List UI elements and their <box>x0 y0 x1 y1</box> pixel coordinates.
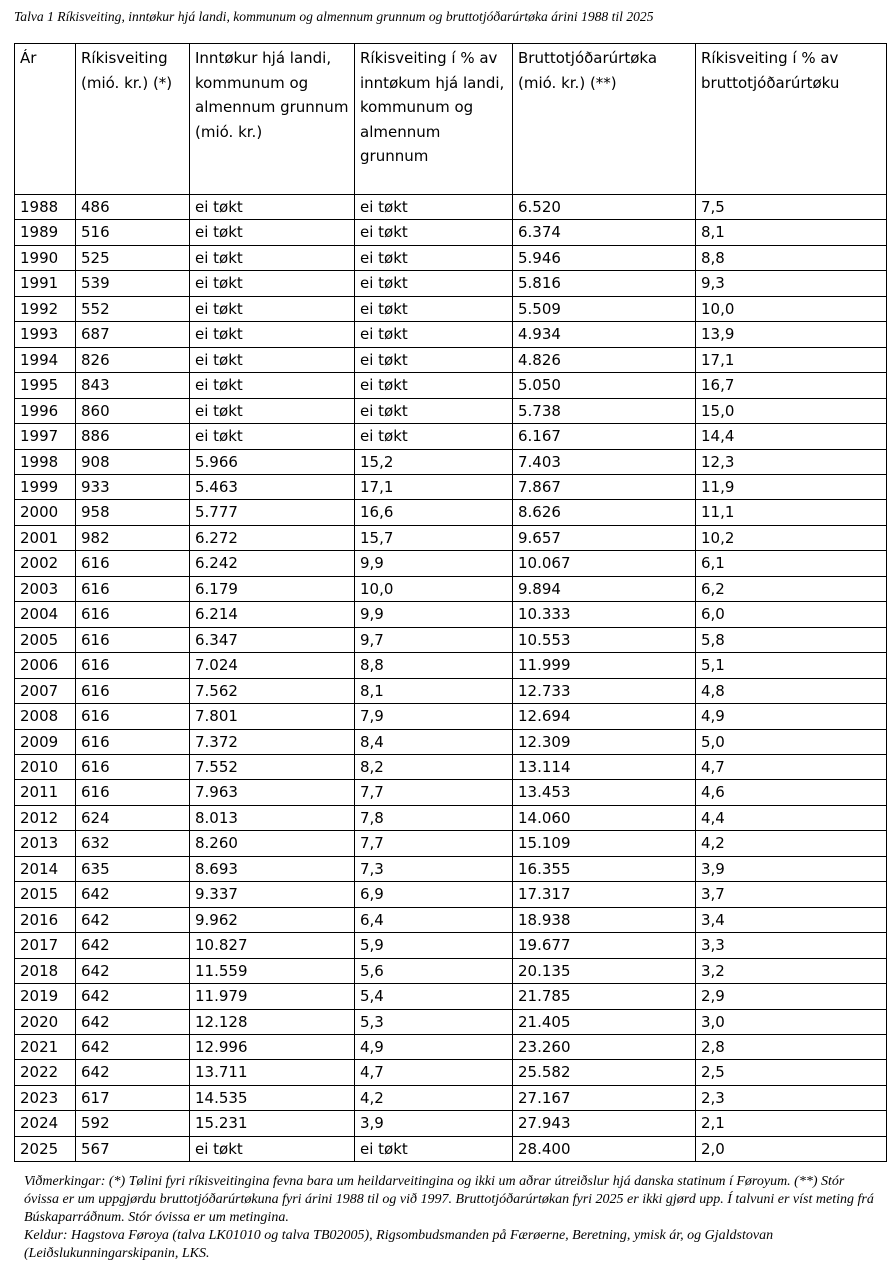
cell-grant-pct-revenue: 4,7 <box>355 1060 513 1085</box>
cell-public-revenue: 12.128 <box>190 1009 355 1034</box>
cell-public-revenue: 5.463 <box>190 474 355 499</box>
table-row <box>15 296 887 321</box>
cell-gdp: 23.260 <box>513 1034 696 1059</box>
cell-state-grant: 642 <box>76 907 190 932</box>
cell-gdp: 20.135 <box>513 958 696 983</box>
table-row <box>15 653 887 678</box>
cell-public-revenue: 8.260 <box>190 831 355 856</box>
cell-gdp: 27.943 <box>513 1111 696 1136</box>
cell-public-revenue: 13.711 <box>190 1060 355 1085</box>
table-row <box>15 500 887 525</box>
cell-year: 2013 <box>15 831 76 856</box>
table-row <box>15 754 887 779</box>
cell-grant-pct-gdp: 3,2 <box>696 958 887 983</box>
table-row <box>15 805 887 830</box>
cell-year: 2006 <box>15 653 76 678</box>
cell-gdp: 4.826 <box>513 347 696 372</box>
header-gdp: Bruttotjóðarúrtøka (mió. kr.) (**) <box>513 44 696 195</box>
cell-year: 2009 <box>15 729 76 754</box>
table-row <box>15 729 887 754</box>
cell-year: 2002 <box>15 551 76 576</box>
cell-public-revenue: ei tøkt <box>190 322 355 347</box>
cell-state-grant: 592 <box>76 1111 190 1136</box>
cell-state-grant: 642 <box>76 1034 190 1059</box>
cell-gdp: 14.060 <box>513 805 696 830</box>
cell-year: 1988 <box>15 195 76 220</box>
cell-public-revenue: 8.693 <box>190 856 355 881</box>
data-table <box>14 43 887 1162</box>
cell-state-grant: 982 <box>76 525 190 550</box>
table-row <box>15 984 887 1009</box>
cell-state-grant: 843 <box>76 373 190 398</box>
cell-state-grant: 525 <box>76 245 190 270</box>
cell-state-grant: 687 <box>76 322 190 347</box>
cell-grant-pct-revenue: ei tøkt <box>355 195 513 220</box>
cell-public-revenue: ei tøkt <box>190 398 355 423</box>
cell-gdp: 12.309 <box>513 729 696 754</box>
cell-state-grant: 486 <box>76 195 190 220</box>
table-header-row <box>15 44 887 195</box>
cell-gdp: 11.999 <box>513 653 696 678</box>
table-row <box>15 525 887 550</box>
cell-grant-pct-gdp: 3,3 <box>696 933 887 958</box>
cell-year: 2011 <box>15 780 76 805</box>
cell-public-revenue: 14.535 <box>190 1085 355 1110</box>
cell-grant-pct-revenue: 17,1 <box>355 474 513 499</box>
header-state-grant: Ríkisveiting (mió. kr.) (*) <box>76 44 190 195</box>
cell-gdp: 5.050 <box>513 373 696 398</box>
table-row <box>15 373 887 398</box>
cell-state-grant: 616 <box>76 704 190 729</box>
cell-public-revenue: 12.996 <box>190 1034 355 1059</box>
cell-state-grant: 933 <box>76 474 190 499</box>
table-row <box>15 195 887 220</box>
cell-year: 1997 <box>15 424 76 449</box>
cell-public-revenue: ei tøkt <box>190 220 355 245</box>
cell-year: 2017 <box>15 933 76 958</box>
table-row <box>15 1111 887 1136</box>
cell-public-revenue: 9.962 <box>190 907 355 932</box>
cell-public-revenue: 6.214 <box>190 602 355 627</box>
cell-state-grant: 616 <box>76 678 190 703</box>
table-body <box>15 195 887 1162</box>
table-row <box>15 424 887 449</box>
table-row <box>15 882 887 907</box>
cell-grant-pct-revenue: 10,0 <box>355 576 513 601</box>
cell-year: 2015 <box>15 882 76 907</box>
cell-gdp: 7.867 <box>513 474 696 499</box>
cell-public-revenue: 8.013 <box>190 805 355 830</box>
cell-grant-pct-gdp: 2,1 <box>696 1111 887 1136</box>
cell-year: 2003 <box>15 576 76 601</box>
cell-grant-pct-gdp: 3,9 <box>696 856 887 881</box>
cell-year: 1992 <box>15 296 76 321</box>
cell-gdp: 12.694 <box>513 704 696 729</box>
cell-public-revenue: ei tøkt <box>190 424 355 449</box>
cell-public-revenue: 10.827 <box>190 933 355 958</box>
table-caption: Talva 1 Ríkisveiting, inntøkur hjá landi, kommunum og almennum grunnum og bruttotjóðarúrtøka árini 1988 til 2025 <box>14 9 654 24</box>
cell-gdp: 19.677 <box>513 933 696 958</box>
cell-state-grant: 642 <box>76 933 190 958</box>
table-row <box>15 347 887 372</box>
cell-grant-pct-gdp: 8,1 <box>696 220 887 245</box>
cell-grant-pct-gdp: 17,1 <box>696 347 887 372</box>
cell-public-revenue: 6.242 <box>190 551 355 576</box>
cell-year: 1996 <box>15 398 76 423</box>
cell-grant-pct-revenue: 8,1 <box>355 678 513 703</box>
cell-gdp: 4.934 <box>513 322 696 347</box>
cell-year: 2005 <box>15 627 76 652</box>
cell-state-grant: 886 <box>76 424 190 449</box>
cell-state-grant: 552 <box>76 296 190 321</box>
cell-gdp: 5.816 <box>513 271 696 296</box>
table-row <box>15 856 887 881</box>
cell-gdp: 9.657 <box>513 525 696 550</box>
cell-grant-pct-gdp: 5,8 <box>696 627 887 652</box>
cell-state-grant: 908 <box>76 449 190 474</box>
cell-grant-pct-revenue: ei tøkt <box>355 347 513 372</box>
cell-grant-pct-gdp: 4,7 <box>696 754 887 779</box>
cell-public-revenue: 7.552 <box>190 754 355 779</box>
cell-public-revenue: ei tøkt <box>190 195 355 220</box>
cell-year: 1998 <box>15 449 76 474</box>
cell-grant-pct-gdp: 4,8 <box>696 678 887 703</box>
cell-state-grant: 616 <box>76 576 190 601</box>
cell-public-revenue: 7.372 <box>190 729 355 754</box>
table-row <box>15 474 887 499</box>
cell-public-revenue: 6.347 <box>190 627 355 652</box>
cell-year: 2000 <box>15 500 76 525</box>
cell-grant-pct-gdp: 11,9 <box>696 474 887 499</box>
cell-year: 2014 <box>15 856 76 881</box>
cell-public-revenue: ei tøkt <box>190 1136 355 1161</box>
cell-grant-pct-gdp: 10,0 <box>696 296 887 321</box>
cell-year: 1999 <box>15 474 76 499</box>
cell-public-revenue: 7.562 <box>190 678 355 703</box>
table-row <box>15 551 887 576</box>
cell-state-grant: 642 <box>76 1009 190 1034</box>
cell-year: 1990 <box>15 245 76 270</box>
cell-year: 2022 <box>15 1060 76 1085</box>
cell-public-revenue: ei tøkt <box>190 296 355 321</box>
cell-state-grant: 616 <box>76 780 190 805</box>
cell-gdp: 25.582 <box>513 1060 696 1085</box>
cell-grant-pct-gdp: 2,8 <box>696 1034 887 1059</box>
cell-public-revenue: 6.179 <box>190 576 355 601</box>
table-row <box>15 1060 887 1085</box>
cell-grant-pct-gdp: 2,9 <box>696 984 887 1009</box>
cell-gdp: 6.374 <box>513 220 696 245</box>
cell-grant-pct-gdp: 8,8 <box>696 245 887 270</box>
cell-grant-pct-revenue: 16,6 <box>355 500 513 525</box>
cell-grant-pct-revenue: ei tøkt <box>355 271 513 296</box>
cell-grant-pct-gdp: 13,9 <box>696 322 887 347</box>
cell-public-revenue: ei tøkt <box>190 373 355 398</box>
table-row <box>15 627 887 652</box>
cell-year: 2012 <box>15 805 76 830</box>
cell-gdp: 13.114 <box>513 754 696 779</box>
cell-gdp: 21.405 <box>513 1009 696 1034</box>
cell-state-grant: 642 <box>76 958 190 983</box>
cell-grant-pct-revenue: 7,3 <box>355 856 513 881</box>
cell-state-grant: 539 <box>76 271 190 296</box>
notes-source: Keldur: Hagstova Føroya (talva LK01010 og talva TB02005), Rigsombudsmanden på Færøerne, Beretning, ymisk ár, og Gjaldstovan (Leiðslukunningarskipanin, LKS. <box>24 1228 774 1261</box>
table-row <box>15 704 887 729</box>
cell-year: 2010 <box>15 754 76 779</box>
table-row <box>15 1136 887 1161</box>
table-notes <box>24 1173 874 1263</box>
cell-year: 2020 <box>15 1009 76 1034</box>
header-grant-pct-gdp: Ríkisveiting í % av bruttotjóðarúrtøku <box>696 44 887 195</box>
cell-grant-pct-gdp: 12,3 <box>696 449 887 474</box>
cell-gdp: 18.938 <box>513 907 696 932</box>
cell-state-grant: 826 <box>76 347 190 372</box>
cell-public-revenue: 7.801 <box>190 704 355 729</box>
cell-grant-pct-revenue: 5,6 <box>355 958 513 983</box>
cell-year: 2001 <box>15 525 76 550</box>
cell-public-revenue: 7.963 <box>190 780 355 805</box>
cell-grant-pct-gdp: 6,2 <box>696 576 887 601</box>
cell-gdp: 10.333 <box>513 602 696 627</box>
table-row <box>15 831 887 856</box>
cell-grant-pct-revenue: ei tøkt <box>355 245 513 270</box>
table-row <box>15 602 887 627</box>
cell-gdp: 27.167 <box>513 1085 696 1110</box>
cell-grant-pct-gdp: 5,1 <box>696 653 887 678</box>
cell-grant-pct-gdp: 5,0 <box>696 729 887 754</box>
cell-gdp: 21.785 <box>513 984 696 1009</box>
cell-state-grant: 642 <box>76 882 190 907</box>
cell-public-revenue: 7.024 <box>190 653 355 678</box>
cell-year: 2024 <box>15 1111 76 1136</box>
cell-grant-pct-revenue: 5,9 <box>355 933 513 958</box>
cell-grant-pct-gdp: 3,4 <box>696 907 887 932</box>
cell-state-grant: 516 <box>76 220 190 245</box>
cell-grant-pct-revenue: 7,9 <box>355 704 513 729</box>
cell-year: 2023 <box>15 1085 76 1110</box>
cell-grant-pct-gdp: 16,7 <box>696 373 887 398</box>
cell-grant-pct-revenue: 6,4 <box>355 907 513 932</box>
table-row <box>15 958 887 983</box>
cell-gdp: 15.109 <box>513 831 696 856</box>
cell-gdp: 28.400 <box>513 1136 696 1161</box>
cell-gdp: 5.946 <box>513 245 696 270</box>
cell-grant-pct-gdp: 15,0 <box>696 398 887 423</box>
cell-state-grant: 632 <box>76 831 190 856</box>
cell-state-grant: 616 <box>76 551 190 576</box>
cell-gdp: 6.520 <box>513 195 696 220</box>
table-row <box>15 780 887 805</box>
cell-grant-pct-gdp: 2,3 <box>696 1085 887 1110</box>
cell-grant-pct-revenue: 7,7 <box>355 831 513 856</box>
cell-grant-pct-revenue: ei tøkt <box>355 296 513 321</box>
cell-grant-pct-revenue: 5,4 <box>355 984 513 1009</box>
cell-grant-pct-gdp: 6,1 <box>696 551 887 576</box>
cell-gdp: 9.894 <box>513 576 696 601</box>
cell-grant-pct-revenue: 9,7 <box>355 627 513 652</box>
cell-grant-pct-revenue: ei tøkt <box>355 424 513 449</box>
cell-state-grant: 642 <box>76 984 190 1009</box>
cell-state-grant: 642 <box>76 1060 190 1085</box>
cell-gdp: 17.317 <box>513 882 696 907</box>
cell-grant-pct-gdp: 3,7 <box>696 882 887 907</box>
cell-grant-pct-gdp: 4,4 <box>696 805 887 830</box>
notes-remarks: Viðmerkingar: (*) Tølini fyri ríkisveitingina fevna bara um heildarveitingina og ikki um aðrar útreiðslur hjá danska statinum í Føroyum. (**) Stór óvissa er um uppgjørdu bruttotjóðarúrtøkuna fyri árini 1988 til og við 1997. Bruttotjóðarúrtøkan fyri 2025 er ikki gjørd upp. Í talvuni er víst meting frá Búskaparráðnum. Stór óvissa er um metingina. <box>24 1174 874 1225</box>
table-row <box>15 1009 887 1034</box>
cell-year: 1994 <box>15 347 76 372</box>
cell-gdp: 5.509 <box>513 296 696 321</box>
cell-grant-pct-revenue: ei tøkt <box>355 373 513 398</box>
header-year: Ár <box>15 44 76 195</box>
cell-grant-pct-gdp: 14,4 <box>696 424 887 449</box>
cell-state-grant: 616 <box>76 627 190 652</box>
cell-grant-pct-revenue: 15,2 <box>355 449 513 474</box>
cell-grant-pct-gdp: 2,5 <box>696 1060 887 1085</box>
cell-gdp: 12.733 <box>513 678 696 703</box>
cell-year: 1995 <box>15 373 76 398</box>
table-row <box>15 220 887 245</box>
cell-public-revenue: 5.777 <box>190 500 355 525</box>
cell-state-grant: 616 <box>76 729 190 754</box>
cell-grant-pct-revenue: ei tøkt <box>355 1136 513 1161</box>
cell-state-grant: 616 <box>76 602 190 627</box>
cell-year: 2008 <box>15 704 76 729</box>
cell-grant-pct-gdp: 9,3 <box>696 271 887 296</box>
table-row <box>15 1034 887 1059</box>
cell-grant-pct-revenue: 5,3 <box>355 1009 513 1034</box>
cell-year: 1991 <box>15 271 76 296</box>
cell-grant-pct-revenue: 9,9 <box>355 602 513 627</box>
table-row <box>15 678 887 703</box>
cell-grant-pct-revenue: 8,2 <box>355 754 513 779</box>
table-row <box>15 271 887 296</box>
table-row <box>15 322 887 347</box>
cell-state-grant: 860 <box>76 398 190 423</box>
cell-gdp: 10.553 <box>513 627 696 652</box>
cell-grant-pct-revenue: ei tøkt <box>355 398 513 423</box>
cell-gdp: 6.167 <box>513 424 696 449</box>
cell-grant-pct-gdp: 4,9 <box>696 704 887 729</box>
table-row <box>15 398 887 423</box>
cell-state-grant: 616 <box>76 754 190 779</box>
cell-grant-pct-revenue: 8,4 <box>355 729 513 754</box>
cell-grant-pct-gdp: 6,0 <box>696 602 887 627</box>
cell-state-grant: 567 <box>76 1136 190 1161</box>
cell-year: 2016 <box>15 907 76 932</box>
table-row <box>15 907 887 932</box>
cell-year: 1989 <box>15 220 76 245</box>
cell-year: 2018 <box>15 958 76 983</box>
cell-gdp: 5.738 <box>513 398 696 423</box>
cell-grant-pct-gdp: 11,1 <box>696 500 887 525</box>
table-row <box>15 449 887 474</box>
cell-grant-pct-revenue: ei tøkt <box>355 220 513 245</box>
cell-public-revenue: ei tøkt <box>190 271 355 296</box>
cell-public-revenue: 11.979 <box>190 984 355 1009</box>
cell-grant-pct-gdp: 7,5 <box>696 195 887 220</box>
header-public-revenue: Inntøkur hjá landi, kommunum og almennum grunnum (mió. kr.) <box>190 44 355 195</box>
cell-grant-pct-gdp: 3,0 <box>696 1009 887 1034</box>
cell-public-revenue: 11.559 <box>190 958 355 983</box>
cell-gdp: 7.403 <box>513 449 696 474</box>
cell-public-revenue: 5.966 <box>190 449 355 474</box>
cell-year: 1993 <box>15 322 76 347</box>
cell-gdp: 8.626 <box>513 500 696 525</box>
cell-grant-pct-revenue: 7,8 <box>355 805 513 830</box>
cell-grant-pct-gdp: 10,2 <box>696 525 887 550</box>
cell-grant-pct-revenue: 8,8 <box>355 653 513 678</box>
cell-gdp: 13.453 <box>513 780 696 805</box>
cell-year: 2007 <box>15 678 76 703</box>
cell-grant-pct-revenue: 6,9 <box>355 882 513 907</box>
table-row <box>15 933 887 958</box>
cell-year: 2021 <box>15 1034 76 1059</box>
cell-state-grant: 617 <box>76 1085 190 1110</box>
cell-state-grant: 624 <box>76 805 190 830</box>
cell-public-revenue: 15.231 <box>190 1111 355 1136</box>
cell-year: 2004 <box>15 602 76 627</box>
cell-grant-pct-revenue: 4,9 <box>355 1034 513 1059</box>
cell-grant-pct-revenue: 15,7 <box>355 525 513 550</box>
cell-state-grant: 616 <box>76 653 190 678</box>
cell-grant-pct-revenue: 3,9 <box>355 1111 513 1136</box>
cell-grant-pct-revenue: 7,7 <box>355 780 513 805</box>
cell-public-revenue: ei tøkt <box>190 245 355 270</box>
cell-gdp: 10.067 <box>513 551 696 576</box>
cell-public-revenue: 6.272 <box>190 525 355 550</box>
cell-grant-pct-revenue: 4,2 <box>355 1085 513 1110</box>
cell-grant-pct-gdp: 4,6 <box>696 780 887 805</box>
table-row <box>15 576 887 601</box>
cell-year: 2025 <box>15 1136 76 1161</box>
cell-state-grant: 635 <box>76 856 190 881</box>
table-row <box>15 1085 887 1110</box>
cell-grant-pct-revenue: ei tøkt <box>355 322 513 347</box>
cell-year: 2019 <box>15 984 76 1009</box>
cell-grant-pct-gdp: 4,2 <box>696 831 887 856</box>
cell-state-grant: 958 <box>76 500 190 525</box>
cell-grant-pct-gdp: 2,0 <box>696 1136 887 1161</box>
cell-grant-pct-revenue: 9,9 <box>355 551 513 576</box>
header-grant-pct-revenue: Ríkisveiting í % av inntøkum hjá landi, kommunum og almennum grunnum <box>355 44 513 195</box>
table-row <box>15 245 887 270</box>
cell-public-revenue: 9.337 <box>190 882 355 907</box>
cell-gdp: 16.355 <box>513 856 696 881</box>
cell-public-revenue: ei tøkt <box>190 347 355 372</box>
